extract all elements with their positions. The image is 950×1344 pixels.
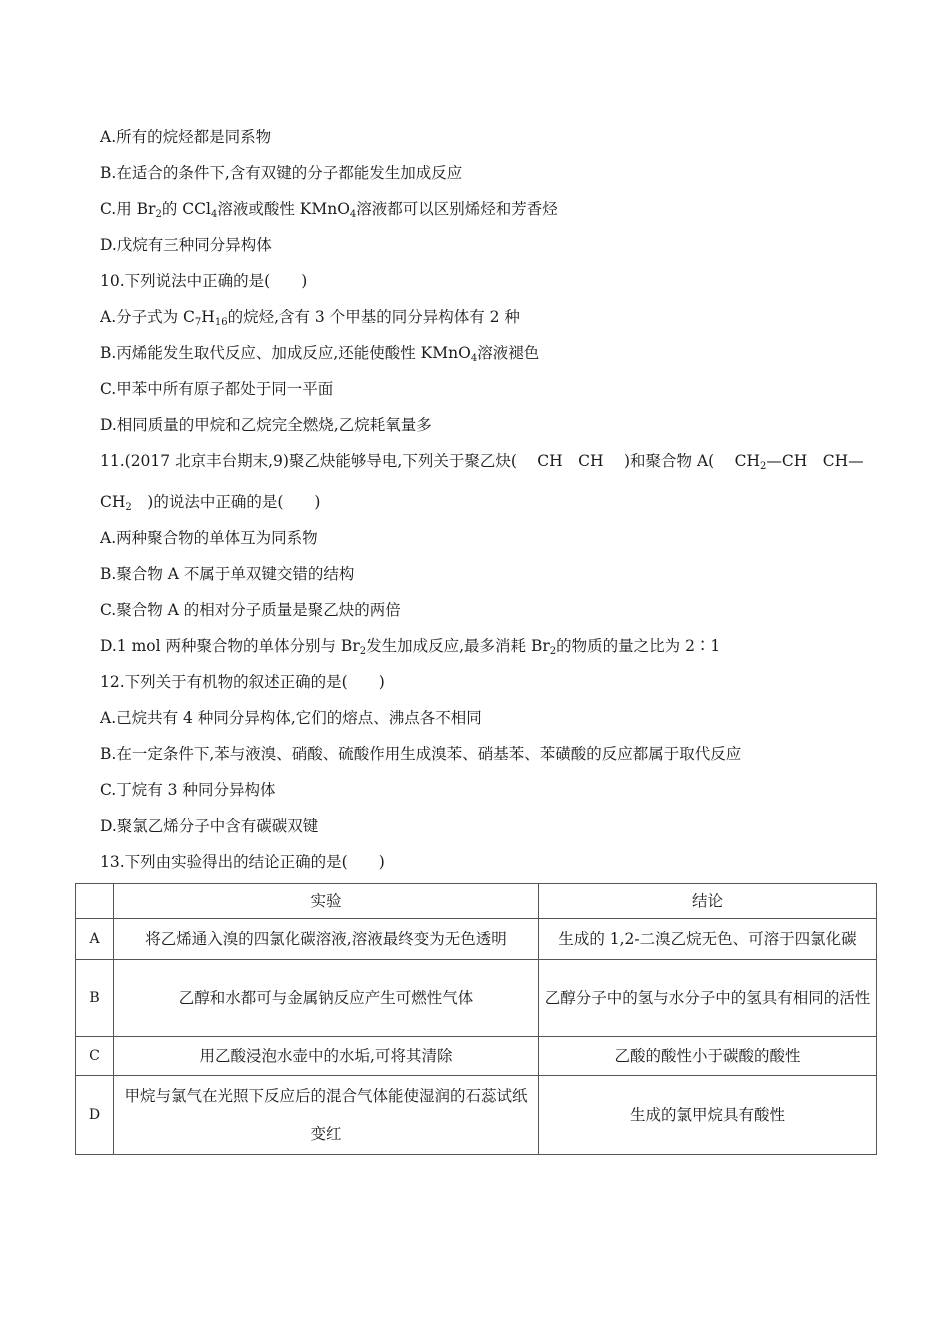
q10-option-b xyxy=(100,343,539,369)
row-label: B xyxy=(76,960,114,1037)
table-header-row xyxy=(76,884,877,919)
q12-option-b: B.在一定条件下,苯与液溴、硝酸、硫酸作用生成溴苯、硝基苯、苯磺酸的反应都属于取代反应 xyxy=(100,745,742,763)
conclusion-cell: 生成的 1,2-二溴乙烷无色、可溶于四氯化碳 xyxy=(539,919,877,960)
q11-stem-line2 xyxy=(100,492,320,518)
q10-option-d: D.相同质量的甲烷和乙烷完全燃烧,乙烷耗氧量多 xyxy=(100,416,432,434)
q13-stem: 13.下列由实验得出的结论正确的是( ) xyxy=(100,853,385,871)
experiment-cell: 将乙烯通入溴的四氯化碳溶液,溶液最终变为无色透明 xyxy=(114,919,539,960)
q11-option-a: A.两种聚合物的单体互为同系物 xyxy=(100,529,318,547)
subscript: 2 xyxy=(549,646,557,657)
subscript: 2 xyxy=(155,209,162,220)
q9-c-text: 的 CCl xyxy=(161,200,211,218)
q10-stem: 10.下列说法中正确的是( ) xyxy=(100,272,308,290)
q10-a-text: H xyxy=(201,308,215,326)
q9-option-a: A.所有的烷烃都是同系物 xyxy=(100,128,272,146)
table-row xyxy=(76,919,877,960)
q11-option-d xyxy=(100,636,720,662)
q12-option-c: C.丁烷有 3 种同分异构体 xyxy=(100,781,276,799)
q12-stem: 12.下列关于有机物的叙述正确的是( ) xyxy=(100,673,385,691)
q10-option-c: C.甲苯中所有原子都处于同一平面 xyxy=(100,380,334,398)
q9-option-b: B.在适合的条件下,含有双键的分子都能发生加成反应 xyxy=(100,164,463,182)
q11-stem-text: 11.(2017 北京丰台期末,9)聚乙炔能够导电,下列关于聚乙炔( CH CH )和聚合物 A( CH xyxy=(100,452,761,470)
conclusion-cell: 乙酸的酸性小于碳酸的酸性 xyxy=(539,1037,877,1076)
q11-stem-text: )的说法中正确的是( ) xyxy=(131,493,321,511)
row-label: A xyxy=(76,919,114,960)
q10-a-text: A.分子式为 C xyxy=(100,308,195,326)
q12-option-d: D.聚氯乙烯分子中含有碳碳双键 xyxy=(100,817,319,835)
conclusion-cell: 生成的氯甲烷具有酸性 xyxy=(539,1076,877,1155)
q12-option-a: A.己烷共有 4 种同分异构体,它们的熔点、沸点各不相同 xyxy=(100,709,482,727)
table-header-cell xyxy=(76,884,114,919)
q11-option-b: B.聚合物 A 不属于单双键交错的结构 xyxy=(100,565,355,583)
subscript: 4 xyxy=(470,353,478,364)
experiment-cell: 乙醇和水都可与金属钠反应产生可燃性气体 xyxy=(114,960,539,1037)
subscript: 4 xyxy=(210,209,218,220)
experiment-cell: 用乙酸浸泡水壶中的水垢,可将其清除 xyxy=(114,1037,539,1076)
subscript: 2 xyxy=(760,461,767,472)
row-label: D xyxy=(76,1076,114,1155)
table-row xyxy=(76,960,877,1037)
table-header-cell: 结论 xyxy=(539,884,877,919)
q11-d-text: D.1 mol 两种聚合物的单体分别与 Br xyxy=(100,637,360,655)
q11-d-text: 发生加成反应,最多消耗 Br xyxy=(366,637,550,655)
subscript: 7 xyxy=(194,317,202,328)
q13-table xyxy=(75,883,877,1155)
q11-stem-line1 xyxy=(100,451,864,477)
q11-stem-text: —CH CH— xyxy=(766,452,864,470)
q9-c-text: 溶液都可以区别烯烃和芳香烃 xyxy=(356,200,558,218)
q10-b-text: B.丙烯能发生取代反应、加成反应,还能使酸性 KMnO xyxy=(100,344,471,362)
subscript: 16 xyxy=(214,317,228,328)
conclusion-cell: 乙醇分子中的氢与水分子中的氢具有相同的活性 xyxy=(539,960,877,1037)
q10-b-text: 溶液褪色 xyxy=(477,344,540,362)
table-row xyxy=(76,1076,877,1155)
subscript: 4 xyxy=(349,209,357,220)
q11-d-text: 的物质的量之比为 2∶1 xyxy=(556,637,721,655)
q11-stem-text: CH xyxy=(100,493,126,511)
q10-option-a xyxy=(100,307,520,333)
row-label: C xyxy=(76,1037,114,1076)
q9-option-d: D.戊烷有三种同分异构体 xyxy=(100,236,272,254)
q9-option-c xyxy=(100,199,558,225)
q9-c-text: 溶液或酸性 KMnO xyxy=(217,200,350,218)
q9-c-text: C.用 Br xyxy=(100,200,156,218)
subscript: 2 xyxy=(359,646,367,657)
q10-a-text: 的烷烃,含有 3 个甲基的同分异构体有 2 种 xyxy=(227,308,520,326)
table-header-cell: 实验 xyxy=(114,884,539,919)
experiment-cell: 甲烷与氯气在光照下反应后的混合气体能使湿润的石蕊试纸变红 xyxy=(114,1076,539,1155)
table-row xyxy=(76,1037,877,1076)
subscript: 2 xyxy=(125,502,132,513)
q11-option-c: C.聚合物 A 的相对分子质量是聚乙炔的两倍 xyxy=(100,601,401,619)
